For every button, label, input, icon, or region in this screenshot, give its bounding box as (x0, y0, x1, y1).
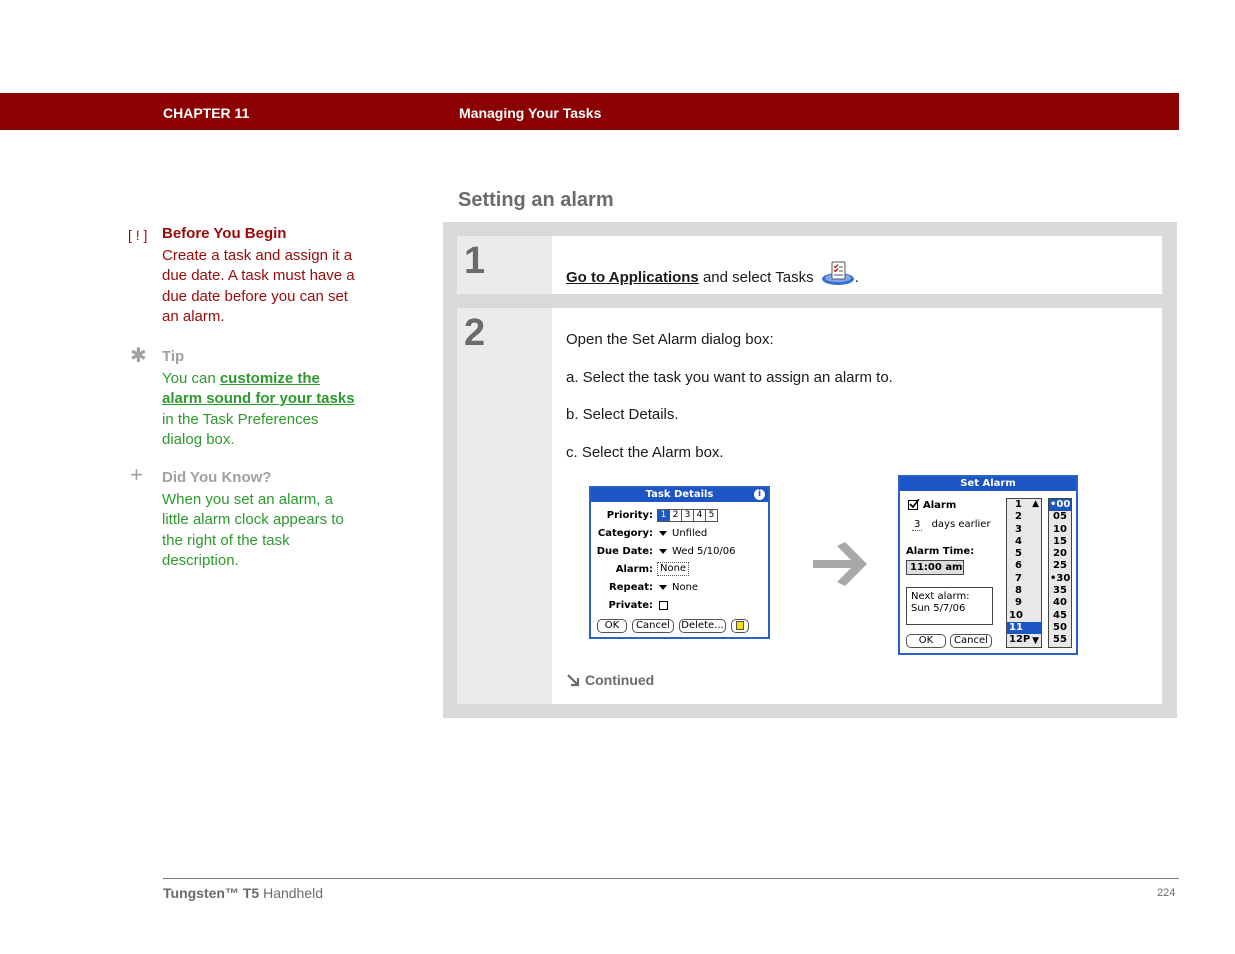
minute-item[interactable]: 45 (1053, 609, 1067, 621)
minute-item[interactable]: 20 (1053, 548, 1067, 560)
category-picker[interactable] (659, 528, 707, 539)
minute-item[interactable]: 55 (1053, 634, 1067, 646)
hour-item[interactable]: 9 (1015, 597, 1022, 609)
hour-item[interactable]: 3 (1015, 523, 1022, 535)
down-right-arrow-icon (566, 672, 582, 691)
private-label: Private: (608, 600, 653, 611)
minute-list[interactable] (1048, 498, 1072, 648)
tip-note (128, 347, 358, 451)
task-details-cancel-button[interactable]: Cancel (632, 619, 674, 633)
tip-heading: Tip (162, 348, 185, 365)
alarm-box[interactable]: None (657, 562, 689, 576)
hour-item-selected[interactable]: 11 (1007, 622, 1041, 634)
task-details-title-bar (591, 488, 768, 502)
minute-item-selected[interactable]: •00 (1050, 499, 1071, 510)
dropdown-arrow-icon (659, 531, 667, 536)
minute-item[interactable]: 10 (1053, 523, 1067, 535)
task-details-screen (589, 486, 770, 639)
note-button[interactable] (731, 619, 749, 633)
days-earlier-label: days earlier (931, 519, 991, 530)
checkbox-icon (659, 601, 668, 610)
chapter-title: Managing Your Tasks (459, 105, 602, 121)
alarm-time-field[interactable]: 11:00 am (906, 560, 964, 575)
set-alarm-title-bar: Set Alarm (900, 477, 1076, 491)
minute-item[interactable]: 50 (1053, 621, 1067, 633)
minute-item[interactable]: 15 (1053, 535, 1067, 547)
due-date-label: Due Date: (596, 546, 653, 557)
step-2-item-a: a. Select the task you want to assign an alarm to. (566, 369, 893, 386)
due-date-picker[interactable] (659, 546, 736, 557)
step-1-text (566, 260, 859, 290)
page-number: 224 (1157, 887, 1176, 899)
step-1-period: . (854, 269, 859, 286)
hour-item[interactable]: 2 (1015, 511, 1022, 523)
footer-product-model: Tungsten™ T5 (163, 885, 260, 901)
go-to-applications-link[interactable]: Go to Applications (566, 269, 699, 286)
alarm-time-label: Alarm Time: (906, 546, 975, 557)
hour-item[interactable]: 12P (1009, 634, 1031, 646)
set-alarm-ok-button[interactable]: OK (906, 634, 946, 648)
next-alarm-label: Next alarm: (911, 591, 970, 602)
hour-list[interactable] (1006, 498, 1042, 648)
continued-indicator (566, 672, 654, 691)
category-label: Category: (597, 528, 653, 539)
due-date-value: Wed 5/10/06 (672, 546, 736, 557)
minute-item[interactable]: •30 (1050, 572, 1071, 584)
step-1-number-cell (457, 236, 552, 294)
next-alarm-box (906, 587, 993, 625)
step-1-row (457, 236, 1162, 294)
asterisk-icon: ✱ (130, 345, 147, 367)
note-icon (736, 621, 744, 630)
tip-body (162, 369, 358, 451)
footer-product-suffix: Handheld (259, 885, 324, 901)
tasks-app-icon (821, 260, 855, 290)
repeat-picker[interactable] (659, 582, 698, 593)
priority-2[interactable]: 2 (669, 509, 682, 522)
alarm-label: Alarm: (615, 564, 653, 575)
hour-item[interactable]: 1 (1015, 499, 1022, 510)
chapter-number: CHAPTER 11 (163, 105, 250, 121)
scroll-up-arrow-icon[interactable]: ▲ (1032, 499, 1039, 509)
right-arrow-icon (811, 540, 871, 593)
footer-divider (163, 878, 1179, 879)
dropdown-arrow-icon (659, 549, 667, 554)
info-icon[interactable]: i (754, 489, 765, 500)
repeat-value: None (672, 582, 699, 593)
did-you-know-heading: Did You Know? (162, 469, 272, 486)
step-2-item-b: b. Select Details. (566, 406, 679, 423)
footer-product-name (163, 885, 323, 901)
set-alarm-screen (898, 475, 1078, 655)
task-details-ok-button[interactable]: OK (597, 619, 627, 633)
before-you-begin-body: Create a task and assign it a due date. A task must have a due date before you can set an alarm. (162, 246, 355, 325)
step-2-item-c: c. Select the Alarm box. (566, 444, 724, 461)
step-2-intro: Open the Set Alarm dialog box: (566, 331, 774, 348)
set-alarm-cancel-button[interactable]: Cancel (950, 634, 992, 648)
alarm-checkbox-label: Alarm (923, 500, 957, 511)
priority-selector[interactable] (657, 509, 717, 522)
hour-item[interactable]: 5 (1015, 548, 1022, 560)
plus-icon: + (130, 462, 143, 487)
priority-label: Priority: (606, 510, 653, 521)
hour-item[interactable]: 10 (1009, 609, 1023, 621)
hour-item[interactable]: 8 (1015, 585, 1022, 597)
minute-item[interactable]: 40 (1053, 597, 1067, 609)
task-details-title: Task Details (645, 489, 714, 500)
tip-prefix: You can (162, 369, 220, 387)
priority-3[interactable]: 3 (681, 509, 694, 522)
minute-item[interactable]: 05 (1053, 511, 1067, 523)
task-details-delete-button[interactable]: Delete... (679, 619, 726, 633)
before-you-begin-heading: Before You Begin (162, 225, 287, 242)
exclamation-icon: [ ! ] (128, 227, 148, 243)
section-title: Setting an alarm (458, 189, 614, 211)
hour-item[interactable]: 4 (1015, 535, 1022, 547)
scroll-down-arrow-icon[interactable]: ▼ (1032, 636, 1039, 646)
step-2-number-cell (457, 308, 552, 704)
checked-checkbox-icon (908, 500, 918, 510)
did-you-know-note (128, 462, 358, 572)
alarm-checkbox[interactable] (908, 500, 956, 511)
minute-item[interactable]: 35 (1053, 585, 1067, 597)
hour-item[interactable]: 6 (1015, 560, 1022, 572)
customize-alarm-sound-link[interactable]: customize the alarm sound for your tasks (162, 369, 355, 407)
hour-item[interactable]: 7 (1015, 572, 1022, 584)
category-value: Unfiled (672, 528, 708, 539)
priority-1[interactable]: 1 (657, 509, 670, 522)
continued-label: Continued (585, 672, 655, 688)
minute-item[interactable]: 25 (1053, 560, 1067, 572)
step-1-instruction: and select Tasks (698, 269, 814, 286)
dropdown-arrow-icon (659, 585, 667, 590)
days-earlier-row (912, 519, 991, 530)
step-2-number: 2 (464, 312, 486, 354)
priority-5[interactable]: 5 (705, 509, 718, 522)
step-1-number: 1 (464, 240, 486, 282)
next-alarm-value: Sun 5/7/06 (911, 603, 966, 614)
priority-4[interactable]: 4 (693, 509, 706, 522)
repeat-label: Repeat: (609, 582, 653, 593)
tip-suffix: in the Task Preferences dialog box. (162, 410, 319, 448)
days-earlier-input[interactable]: 3 (914, 519, 921, 530)
before-you-begin-note (128, 224, 358, 328)
private-checkbox[interactable] (659, 600, 668, 611)
did-you-know-body: When you set an alarm, a little alarm clock appears to the right of the task description. (162, 490, 344, 569)
